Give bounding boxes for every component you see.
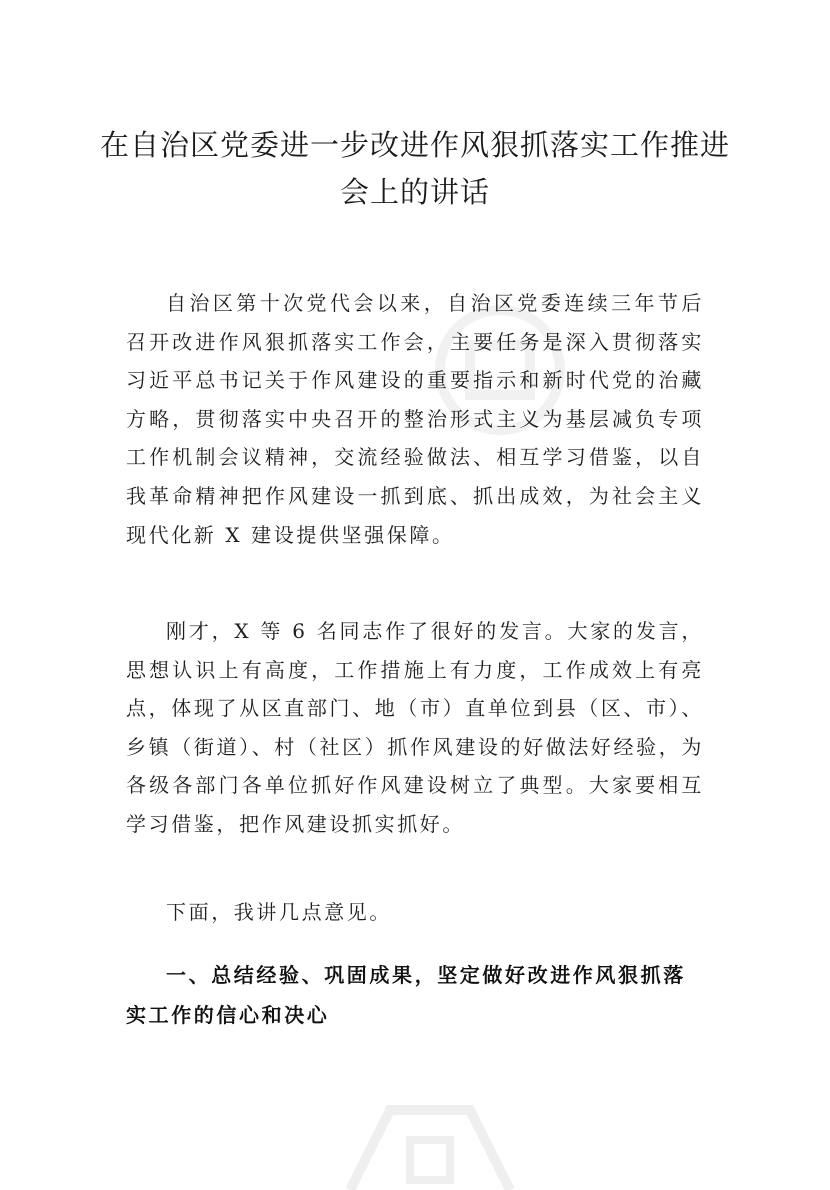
section-heading-1: 一、总结经验、巩固成果，坚定做好改进作风狠抓落实工作的信心和决心	[126, 963, 686, 1027]
body-paragraph-1: 自治区第十次党代会以来，自治区党委连续三年节后召开改进作风狠抓落实工作会，主要任务是深入贯彻落实习近平总书记关于作风建设的重要指示和新时代党的治藏方略，贯彻落实中央召开的整治形式主义为基层减负专项工作机制会议精神，交流经验做法、相互学习借鉴，以自我革命精神把作风建设一抓到底、抓出成效，为社会主义现代化新 X 建设提供坚强保障。	[126, 291, 704, 547]
watermark-stamp-icon	[330, 1090, 530, 1190]
body-paragraph-2: 刚才，X 等 6 名同志作了很好的发言。大家的发言，思想认识上有高度，工作措施上有力度，工作成效上有亮点，体现了从区直部门、地（市）直单位到县（区、市）、乡镇（街道）、村（社区）抓作风建设的好做法好经验，为各级各部门各单位抓好作风建设树立了典型。大家要相互学习借鉴，把作风建设抓实抓好。	[126, 619, 704, 836]
document-title: 在自治区党委进一步改进作风狠抓落实工作推进会上的讲话	[100, 128, 731, 209]
body-paragraph-3: 下面，我讲几点意见。	[166, 900, 392, 924]
